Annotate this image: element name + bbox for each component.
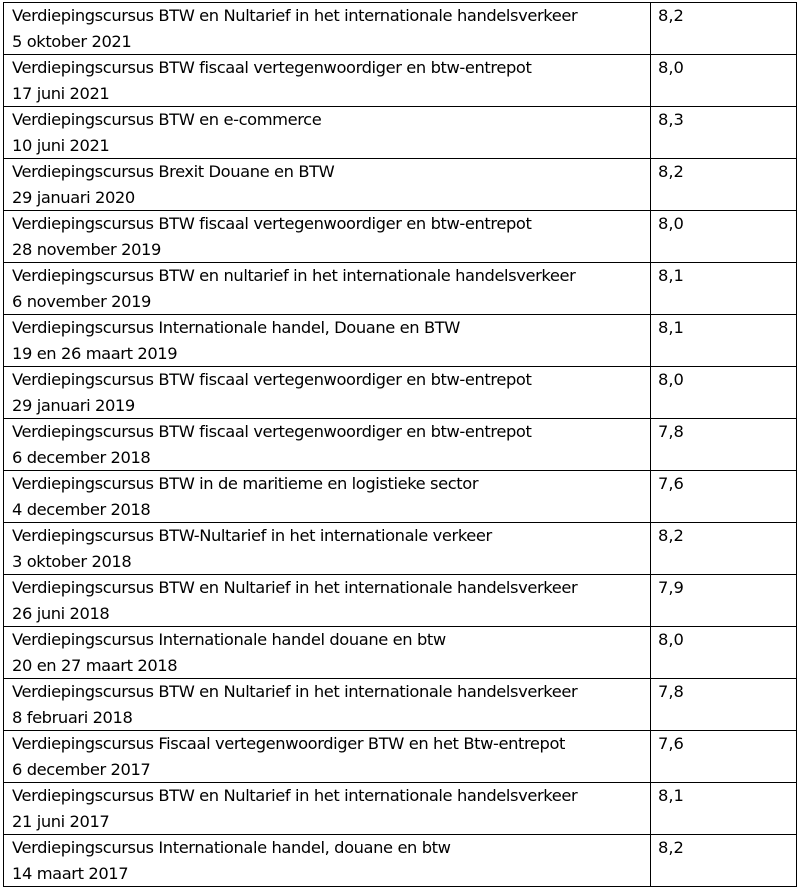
table-row	[4, 679, 797, 731]
course-cell	[4, 315, 651, 367]
course-title: Verdiepingscursus Internationale handel, Douane en BTW	[12, 318, 460, 337]
course-score: 7,6	[651, 731, 797, 783]
course-cell	[4, 367, 651, 419]
course-cell	[4, 3, 651, 55]
course-title: Verdiepingscursus BTW fiscaal vertegenwoordiger en btw-entrepot	[12, 370, 532, 389]
course-ratings-table-container	[3, 2, 796, 887]
course-date: 17 juni 2021	[12, 83, 110, 103]
course-cell	[4, 679, 651, 731]
course-date: 19 en 26 maart 2019	[12, 343, 178, 363]
course-score: 7,9	[651, 575, 797, 627]
course-date: 28 november 2019	[12, 239, 161, 259]
course-cell	[4, 523, 651, 575]
course-date: 20 en 27 maart 2018	[12, 655, 178, 675]
course-ratings-table	[3, 2, 797, 887]
course-score: 8,0	[651, 627, 797, 679]
course-cell	[4, 159, 651, 211]
course-title: Verdiepingscursus BTW-Nultarief in het internationale verkeer	[12, 526, 492, 545]
table-row	[4, 211, 797, 263]
course-title: Verdiepingscursus BTW en nultarief in het internationale handelsverkeer	[12, 266, 576, 285]
course-score: 8,0	[651, 55, 797, 107]
course-date: 6 december 2017	[12, 759, 151, 779]
course-cell	[4, 419, 651, 471]
course-date: 4 december 2018	[12, 499, 151, 519]
course-date: 3 oktober 2018	[12, 551, 132, 571]
course-score: 8,2	[651, 3, 797, 55]
course-title: Verdiepingscursus BTW en Nultarief in het internationale handelsverkeer	[12, 682, 578, 701]
table-row	[4, 731, 797, 783]
table-row	[4, 627, 797, 679]
course-cell	[4, 471, 651, 523]
course-cell	[4, 575, 651, 627]
course-title: Verdiepingscursus BTW fiscaal vertegenwoordiger en btw-entrepot	[12, 422, 532, 441]
table-row	[4, 471, 797, 523]
course-score: 8,0	[651, 367, 797, 419]
course-score: 8,2	[651, 835, 797, 887]
course-cell	[4, 107, 651, 159]
course-date: 14 maart 2017	[12, 863, 129, 883]
course-title: Verdiepingscursus BTW en Nultarief in het internationale handelsverkeer	[12, 786, 578, 805]
course-score: 7,6	[651, 471, 797, 523]
table-row	[4, 367, 797, 419]
course-title: Verdiepingscursus BTW in de maritieme en logistieke sector	[12, 474, 479, 493]
course-cell	[4, 783, 651, 835]
course-score: 8,2	[651, 159, 797, 211]
table-row	[4, 523, 797, 575]
table-body	[4, 3, 797, 887]
course-score: 7,8	[651, 679, 797, 731]
course-date: 8 februari 2018	[12, 707, 133, 727]
course-cell	[4, 731, 651, 783]
course-score: 8,3	[651, 107, 797, 159]
table-row	[4, 107, 797, 159]
table-row	[4, 263, 797, 315]
course-title: Verdiepingscursus BTW fiscaal vertegenwoordiger en btw-entrepot	[12, 58, 532, 77]
course-title: Verdiepingscursus Internationale handel douane en btw	[12, 630, 446, 649]
table-row	[4, 159, 797, 211]
course-date: 10 juni 2021	[12, 135, 110, 155]
course-date: 6 november 2019	[12, 291, 151, 311]
course-title: Verdiepingscursus Fiscaal vertegenwoordiger BTW en het Btw-entrepot	[12, 734, 566, 753]
course-title: Verdiepingscursus BTW en Nultarief in het internationale handelsverkeer	[12, 6, 578, 25]
course-cell	[4, 627, 651, 679]
table-row	[4, 575, 797, 627]
course-score: 8,0	[651, 211, 797, 263]
course-title: Verdiepingscursus BTW en e-commerce	[12, 110, 322, 129]
table-row	[4, 783, 797, 835]
course-title: Verdiepingscursus BTW fiscaal vertegenwoordiger en btw-entrepot	[12, 214, 532, 233]
course-cell	[4, 211, 651, 263]
table-row	[4, 315, 797, 367]
course-cell	[4, 263, 651, 315]
course-title: Verdiepingscursus Brexit Douane en BTW	[12, 162, 335, 181]
course-score: 7,8	[651, 419, 797, 471]
course-score: 8,2	[651, 523, 797, 575]
table-row	[4, 419, 797, 471]
course-date: 6 december 2018	[12, 447, 151, 467]
course-date: 29 januari 2019	[12, 395, 135, 415]
course-date: 21 juni 2017	[12, 811, 110, 831]
course-cell	[4, 55, 651, 107]
course-score: 8,1	[651, 783, 797, 835]
course-score: 8,1	[651, 263, 797, 315]
table-row	[4, 55, 797, 107]
course-date: 5 oktober 2021	[12, 31, 132, 51]
table-row	[4, 3, 797, 55]
course-score: 8,1	[651, 315, 797, 367]
course-date: 29 januari 2020	[12, 187, 135, 207]
course-date: 26 juni 2018	[12, 603, 110, 623]
course-title: Verdiepingscursus BTW en Nultarief in het internationale handelsverkeer	[12, 578, 578, 597]
course-title: Verdiepingscursus Internationale handel, douane en btw	[12, 838, 451, 857]
